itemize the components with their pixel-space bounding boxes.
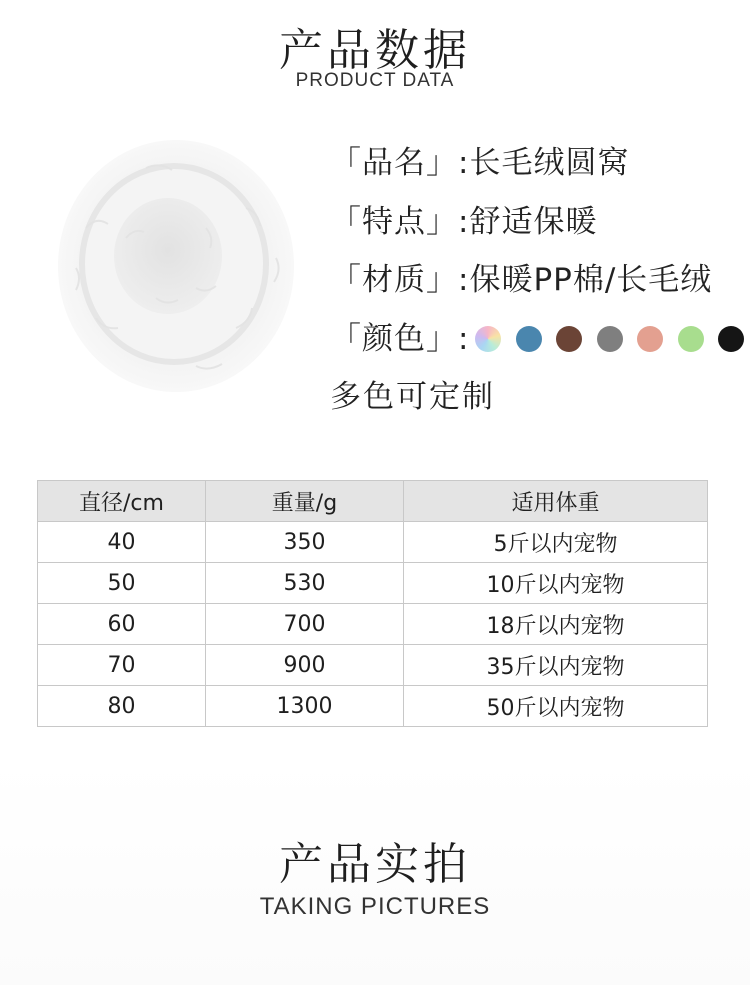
cell-diameter: 80	[38, 686, 206, 727]
cell-diameter: 50	[38, 563, 206, 604]
table-header-row	[38, 481, 708, 522]
info-row-feature	[330, 193, 750, 252]
product-info	[330, 134, 750, 427]
color-swatch	[597, 326, 623, 352]
header-diameter: 直径/cm	[38, 481, 206, 522]
table-row	[38, 563, 708, 604]
color-swatch	[678, 326, 704, 352]
custom-colors-note: 多色可定制	[330, 379, 495, 416]
section-title-taking-pictures: 产品实拍	[279, 839, 471, 890]
size-table	[37, 480, 708, 727]
section-subtitle-product-data: PRODUCT DATA	[295, 70, 455, 91]
color-swatch	[475, 326, 501, 352]
section-subtitle-taking-pictures: TAKING PICTURES	[259, 893, 491, 920]
info-row-material	[330, 251, 750, 310]
cell-diameter: 60	[38, 604, 206, 645]
cell-weight: 900	[206, 645, 404, 686]
table-row	[38, 522, 708, 563]
cell-suitable-weight: 18斤以内宠物	[404, 604, 708, 645]
section-title-product-data: 产品数据	[279, 25, 471, 76]
cell-weight: 350	[206, 522, 404, 563]
cell-weight: 700	[206, 604, 404, 645]
cell-diameter: 70	[38, 645, 206, 686]
header-suitable-weight: 适用体重	[404, 481, 708, 522]
color-swatches	[475, 326, 750, 352]
header-weight: 重量/g	[206, 481, 404, 522]
cell-weight: 1300	[206, 686, 404, 727]
info-value: :	[458, 320, 470, 357]
info-value: :长毛绒圆窝	[458, 145, 630, 182]
color-swatch	[718, 326, 744, 352]
table-row	[38, 604, 708, 645]
color-swatch	[637, 326, 663, 352]
info-key: 「品名」	[330, 145, 458, 182]
table-row	[38, 645, 708, 686]
info-key: 「材质」	[330, 262, 458, 299]
info-key: 「特点」	[330, 203, 458, 240]
pet-bed-image	[56, 138, 296, 394]
cell-weight: 530	[206, 563, 404, 604]
color-swatch	[556, 326, 582, 352]
cell-suitable-weight: 35斤以内宠物	[404, 645, 708, 686]
cell-suitable-weight: 5斤以内宠物	[404, 522, 708, 563]
cell-suitable-weight: 50斤以内宠物	[404, 686, 708, 727]
cell-suitable-weight: 10斤以内宠物	[404, 563, 708, 604]
info-row-name	[330, 134, 750, 193]
table-row	[38, 686, 708, 727]
info-value: :保暖PP棉/长毛绒	[458, 262, 713, 299]
info-key: 「颜色」	[330, 320, 458, 357]
info-row-color	[330, 310, 750, 369]
info-value: :舒适保暖	[458, 203, 598, 240]
color-swatch	[516, 326, 542, 352]
cell-diameter: 40	[38, 522, 206, 563]
